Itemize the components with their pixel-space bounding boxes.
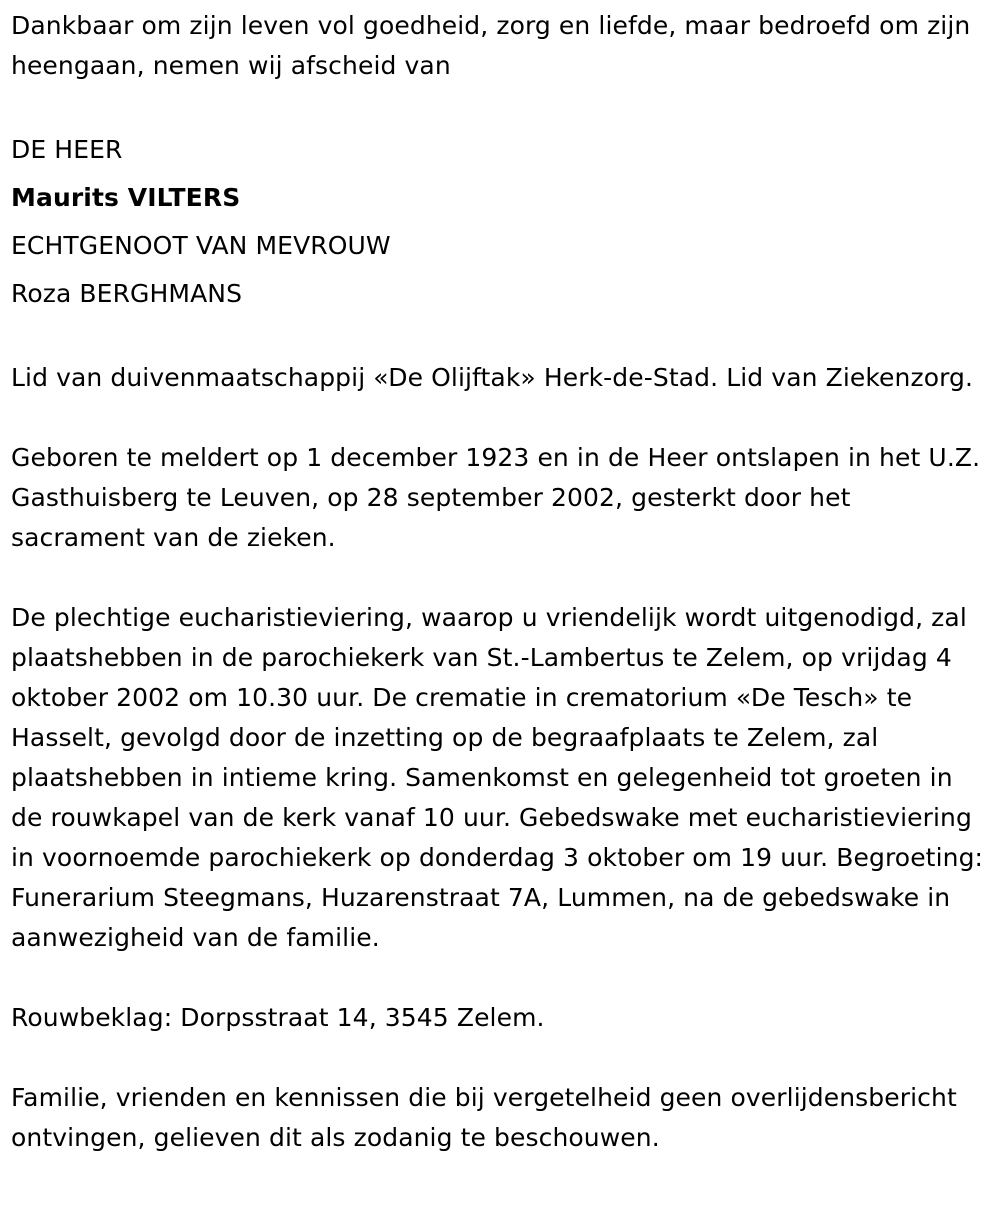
spouse-label: ECHTGENOOT VAN MEVROUW (11, 231, 391, 260)
intro-paragraph: Dankbaar om zijn leven vol goedheid, zorg en liefde, maar bedroefd om zijn heengaan, nemen wij afscheid van (11, 11, 971, 80)
memberships-paragraph: Lid van duivenmaatschappij «De Olijftak» Herk-de-Stad. Lid van Ziekenzorg. (11, 363, 974, 392)
condolences-address: Rouwbeklag: Dorpsstraat 14, 3545 Zelem. (11, 1003, 545, 1032)
spacer (11, 958, 991, 998)
honorific-title: DE HEER (11, 135, 123, 164)
closing-paragraph: Familie, vrienden en kennissen die bij vergetelheid geen overlijdensbericht ontvingen, gelieven dit als zodanig te beschouwen. (11, 1083, 957, 1152)
deceased-name: Maurits VILTERS (11, 183, 241, 212)
spacer (11, 558, 991, 598)
deceased-name-block (11, 126, 991, 318)
spouse-name: Roza BERGHMANS (11, 279, 243, 308)
spacer (11, 1038, 991, 1078)
spacer (11, 318, 991, 358)
obituary-notice (11, 6, 991, 1158)
ceremony-paragraph: De plechtige eucharistieviering, waarop u vriendelijk wordt uitgenodigd, zal plaatshebben in de parochiekerk van St.-Lambertus te Zelem, op vrijdag 4 oktober 2002 om 10.30 uur. De crematie in crematorium «De Tesch» te Hasselt, gevolgd door de inzetting op de begraafplaats te Zelem, zal plaatshebben in intieme kring. Samenkomst en gelegenheid tot groeten in de rouwkapel van de kerk vanaf 10 uur. Gebedswake met eucharistieviering in voornoemde parochiekerk op donderdag 3 oktober om 19 uur. Begroeting: Funerarium Steegmans, Huzarenstraat 7A, Lummen, na de gebedswake in aanwezigheid van de familie. (11, 603, 984, 952)
spacer (11, 398, 991, 438)
birth-death-paragraph: Geboren te meldert op 1 december 1923 en in de Heer ontslapen in het U.Z. Gasthuisberg te Leuven, op 28 september 2002, gesterkt door het sacrament van de zieken. (11, 443, 981, 552)
spacer (11, 86, 991, 126)
